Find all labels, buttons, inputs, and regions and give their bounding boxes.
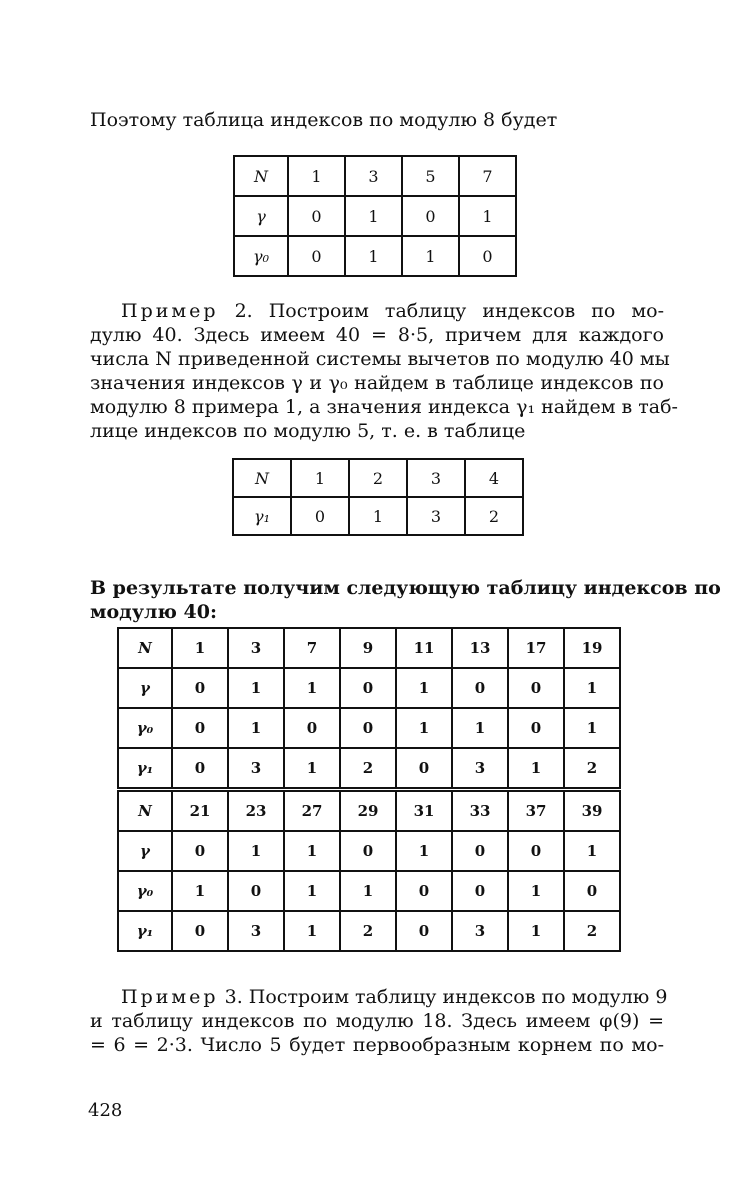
- table-row: [118, 790, 620, 832]
- table-cell: 0: [396, 911, 452, 951]
- table-cell: 3: [345, 156, 402, 196]
- table-cell: 1: [345, 236, 402, 276]
- table-row: [118, 628, 620, 668]
- table-cell: 1: [349, 497, 407, 535]
- table-cell: 0: [340, 708, 396, 748]
- table-row: [118, 708, 620, 748]
- table-cell: 1: [396, 708, 452, 748]
- table-cell: 0: [172, 911, 228, 951]
- table-cell: 1: [564, 831, 620, 871]
- row-label: γ₀: [118, 708, 172, 748]
- table-cell: 1: [459, 196, 516, 236]
- table-cell: 11: [396, 628, 452, 668]
- table-cell: 0: [288, 236, 345, 276]
- table-cell: 1: [452, 708, 508, 748]
- table-cell: 1: [228, 831, 284, 871]
- table-cell: 1: [284, 871, 340, 911]
- table-cell: 1: [284, 831, 340, 871]
- table-cell: 7: [284, 628, 340, 668]
- page-number: 428: [88, 1100, 123, 1121]
- table-cell: 0: [284, 708, 340, 748]
- table-cell: 0: [172, 708, 228, 748]
- table-cell: 0: [459, 236, 516, 276]
- table-cell: 0: [288, 196, 345, 236]
- row-label: γ₁: [118, 748, 172, 790]
- table-row: [118, 871, 620, 911]
- table-row: [234, 156, 516, 196]
- table-cell: 0: [396, 748, 452, 790]
- table-cell: 1: [172, 871, 228, 911]
- result-line-1: В результате получим следующую таблицу индексов по: [90, 577, 721, 599]
- row-label: N: [234, 156, 288, 196]
- intro-text: Поэтому таблица индексов по модулю 8 будет: [90, 109, 558, 131]
- result-line-2: модулю 40:: [90, 601, 217, 623]
- table-cell: 2: [564, 748, 620, 790]
- table-cell: 0: [452, 831, 508, 871]
- row-label: N: [233, 459, 291, 497]
- table-cell: 3: [228, 911, 284, 951]
- table-cell: 7: [459, 156, 516, 196]
- table-row: [234, 196, 516, 236]
- table-cell: 2: [465, 497, 523, 535]
- table-cell: 0: [172, 831, 228, 871]
- table-cell: 3: [452, 911, 508, 951]
- table-cell: 3: [228, 628, 284, 668]
- table-cell: 1: [564, 708, 620, 748]
- table-cell: 0: [402, 196, 459, 236]
- table-cell: 2: [340, 748, 396, 790]
- row-label: γ: [118, 831, 172, 871]
- table-cell: 1: [340, 871, 396, 911]
- example3-line-2: и таблицу индексов по модулю 18. Здесь имеем φ(9) =: [90, 1010, 664, 1032]
- index-table-mod-8: [233, 155, 517, 277]
- table-cell: 1: [284, 911, 340, 951]
- index-table-mod-40: [117, 627, 621, 952]
- table-cell: 9: [340, 628, 396, 668]
- index-table-mod-5: [232, 458, 524, 536]
- table-cell: 19: [564, 628, 620, 668]
- table-cell: 0: [340, 831, 396, 871]
- table-cell: 0: [340, 668, 396, 708]
- table-cell: 1: [345, 196, 402, 236]
- table-cell: 1: [284, 748, 340, 790]
- example2-heading: Пример: [121, 300, 219, 322]
- table-cell: 1: [288, 156, 345, 196]
- table-row: [233, 459, 523, 497]
- example2-line-3: числа N приведенной системы вычетов по модулю 40 мы: [90, 348, 670, 370]
- table-cell: 1: [508, 911, 564, 951]
- table-cell: 0: [396, 871, 452, 911]
- example2-line-6: лице индексов по модулю 5, т. е. в таблице: [90, 420, 526, 442]
- table-cell: 0: [452, 871, 508, 911]
- table-cell: 27: [284, 790, 340, 832]
- table-cell: 2: [349, 459, 407, 497]
- table-cell: 17: [508, 628, 564, 668]
- row-label: γ₁: [118, 911, 172, 951]
- row-label: γ: [234, 196, 288, 236]
- example2-line-5: модулю 8 примера 1, а значения индекса γ₁ найдем в таб-: [90, 396, 678, 418]
- table-cell: 21: [172, 790, 228, 832]
- table-cell: 1: [284, 668, 340, 708]
- row-label: γ₀: [118, 871, 172, 911]
- table-cell: 4: [465, 459, 523, 497]
- table-cell: 1: [228, 668, 284, 708]
- row-label: N: [118, 790, 172, 832]
- table-row: [118, 831, 620, 871]
- table-cell: 37: [508, 790, 564, 832]
- table-cell: 23: [228, 790, 284, 832]
- table-cell: 1: [402, 236, 459, 276]
- table-cell: 1: [172, 628, 228, 668]
- table-cell: 0: [172, 748, 228, 790]
- table-cell: 1: [228, 708, 284, 748]
- table-cell: 0: [508, 831, 564, 871]
- table-row: [233, 497, 523, 535]
- table-cell: 0: [291, 497, 349, 535]
- table-cell: 39: [564, 790, 620, 832]
- table-cell: 2: [564, 911, 620, 951]
- example3-line-1: Пример 3. Построим таблицу индексов по модулю 9: [121, 986, 668, 1008]
- example3-line-3: = 6 = 2·3. Число 5 будет первообразным корнем по мо-: [90, 1034, 664, 1056]
- table-cell: 0: [508, 708, 564, 748]
- table-cell: 2: [340, 911, 396, 951]
- table-cell: 0: [452, 668, 508, 708]
- example2-line-2: дулю 40. Здесь имеем 40 = 8·5, причем для каждого: [90, 324, 664, 346]
- table-cell: 0: [228, 871, 284, 911]
- table-cell: 3: [228, 748, 284, 790]
- table-row: [234, 236, 516, 276]
- table-row: [118, 668, 620, 708]
- table-cell: 1: [508, 748, 564, 790]
- table-row: [118, 911, 620, 951]
- row-label: γ: [118, 668, 172, 708]
- example2-line-1: Пример 2. Построим таблицу индексов по мо-: [121, 300, 664, 322]
- row-label: N: [118, 628, 172, 668]
- table-cell: 1: [291, 459, 349, 497]
- table-cell: 5: [402, 156, 459, 196]
- example2-line-4: значения индексов γ и γ₀ найдем в таблице индексов по: [90, 372, 664, 394]
- example3-heading: Пример: [121, 986, 219, 1008]
- table-cell: 3: [407, 497, 465, 535]
- table-cell: 1: [396, 668, 452, 708]
- table-cell: 0: [564, 871, 620, 911]
- table-row: [118, 748, 620, 790]
- table-cell: 1: [396, 831, 452, 871]
- table-cell: 31: [396, 790, 452, 832]
- row-label: γ₁: [233, 497, 291, 535]
- table-cell: 1: [508, 871, 564, 911]
- row-label: γ₀: [234, 236, 288, 276]
- table-cell: 0: [508, 668, 564, 708]
- table-cell: 33: [452, 790, 508, 832]
- table-cell: 3: [407, 459, 465, 497]
- table-cell: 3: [452, 748, 508, 790]
- table-cell: 13: [452, 628, 508, 668]
- table-cell: 29: [340, 790, 396, 832]
- table-cell: 0: [172, 668, 228, 708]
- table-cell: 1: [564, 668, 620, 708]
